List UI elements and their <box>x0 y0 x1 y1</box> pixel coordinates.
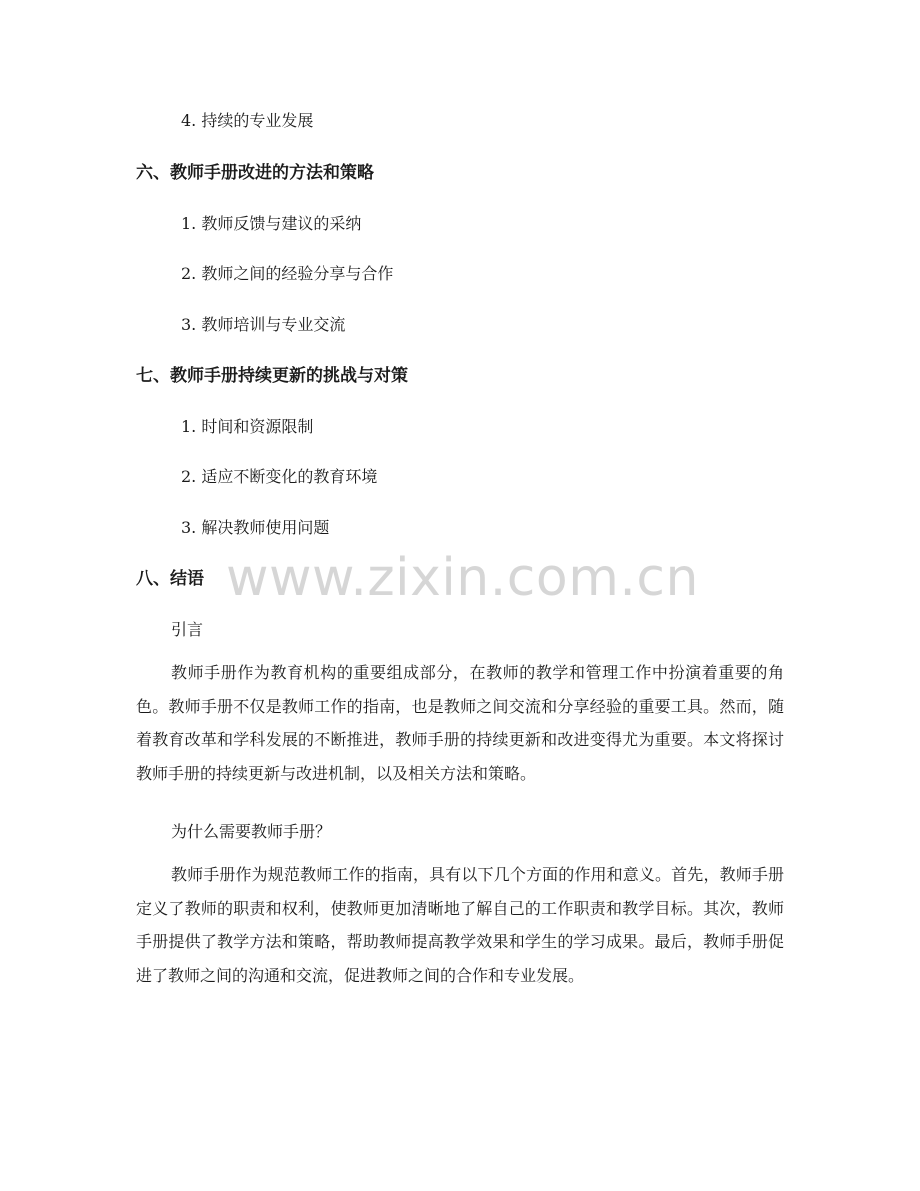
list-item-teacher-training: 3. 教师培训与专业交流 <box>181 315 346 334</box>
list-item-experience-sharing: 2. 教师之间的经验分享与合作 <box>181 264 394 283</box>
list-item-usage-problems: 3. 解决教师使用问题 <box>181 518 330 537</box>
watermark-text: www.zixin.com.cn <box>226 548 699 608</box>
section-heading-7: 七、教师手册持续更新的挑战与对策 <box>136 366 408 386</box>
list-item-changing-environment: 2. 适应不断变化的教育环境 <box>181 467 378 486</box>
list-item-teacher-feedback: 1. 教师反馈与建议的采纳 <box>181 214 362 233</box>
section-heading-8: 八、结语 <box>136 569 204 589</box>
list-item-time-resource-limits: 1. 时间和资源限制 <box>181 417 314 436</box>
intro-paragraph: 教师手册作为教育机构的重要组成部分，在教师的教学和管理工作中扮演着重要的角色。教师手册不仅是教师工作的指南，也是教师之间交流和分享经验的重要工具。然而，随着教育改革和学科发展的不断推进，教师手册的持续更新和改进变得尤为重要。本文将探讨教师手册的持续更新与改进机制，以及相关方法和策略。 <box>136 663 784 783</box>
intro-title: 引言 <box>171 620 204 639</box>
why-title: 为什么需要教师手册？ <box>171 822 332 841</box>
section-heading-6: 六、教师手册改进的方法和策略 <box>136 163 374 183</box>
why-paragraph: 教师手册作为规范教师工作的指南，具有以下几个方面的作用和意义。首先，教师手册定义了教师的职责和权利，使教师更加清晰地了解自己的工作职责和教学目标。其次，教师手册提供了教学方法和策略，帮助教师提高教学效果和学生的学习成果。最后，教师手册促进了教师之间的沟通和交流，促进教师之间的合作和专业发展。 <box>136 865 784 985</box>
list-item-continuous-professional-development: 4. 持续的专业发展 <box>181 111 314 130</box>
